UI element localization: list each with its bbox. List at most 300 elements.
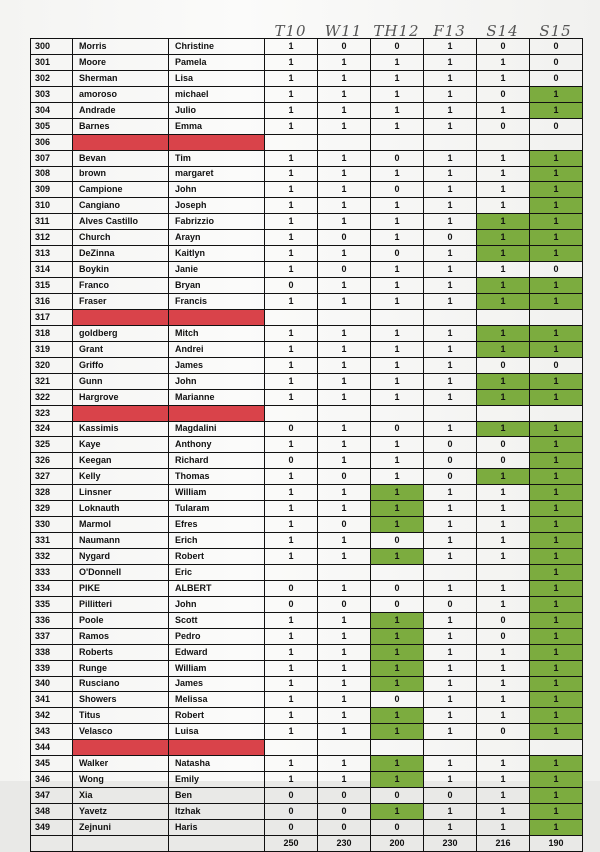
- attendance-cell: 1: [371, 389, 424, 405]
- attendance-cell: 1: [371, 724, 424, 740]
- attendance-cell: [424, 740, 477, 756]
- attendance-cell: [530, 309, 583, 325]
- attendance-cell: 1: [371, 102, 424, 118]
- attendance-cell: 1: [371, 708, 424, 724]
- table-row: [31, 39, 583, 55]
- attendance-cell: 1: [424, 262, 477, 278]
- attendance-cell: 1: [477, 214, 530, 230]
- attendance-cell: 1: [318, 102, 371, 118]
- attendance-cell: 1: [530, 819, 583, 835]
- row-number: 319: [31, 341, 73, 357]
- attendance-cell: 1: [477, 325, 530, 341]
- row-number: 348: [31, 804, 73, 820]
- first-name-cell: James: [169, 357, 265, 373]
- attendance-cell: 1: [265, 469, 318, 485]
- attendance-cell: 1: [424, 357, 477, 373]
- attendance-cell: 1: [318, 278, 371, 294]
- attendance-cell: 0: [530, 357, 583, 373]
- table-row: [31, 788, 583, 804]
- first-name-cell: John: [169, 596, 265, 612]
- attendance-cell: 1: [318, 501, 371, 517]
- attendance-cell: 1: [265, 676, 318, 692]
- first-name-cell: Fabrizzio: [169, 214, 265, 230]
- last-name-cell: Barnes: [73, 118, 169, 134]
- attendance-cell: 1: [265, 39, 318, 55]
- attendance-cell: 1: [318, 533, 371, 549]
- attendance-cell: 1: [371, 772, 424, 788]
- attendance-cell: 1: [530, 549, 583, 565]
- attendance-cell: 1: [530, 628, 583, 644]
- table-row: [31, 230, 583, 246]
- attendance-cell: 1: [530, 676, 583, 692]
- first-name-cell: Haris: [169, 819, 265, 835]
- attendance-cell: [371, 405, 424, 421]
- attendance-cell: 0: [318, 596, 371, 612]
- attendance-cell: 1: [371, 54, 424, 70]
- attendance-cell: 1: [318, 198, 371, 214]
- attendance-cell: 1: [424, 819, 477, 835]
- table-row: [31, 756, 583, 772]
- attendance-cell: 1: [318, 676, 371, 692]
- table-row: [31, 198, 583, 214]
- last-name-cell: Poole: [73, 612, 169, 628]
- first-name-cell: Bryan: [169, 278, 265, 294]
- attendance-cell: 1: [530, 182, 583, 198]
- first-name-cell: Arayn: [169, 230, 265, 246]
- last-name-cell: Alves Castillo: [73, 214, 169, 230]
- table-row: [31, 405, 583, 421]
- attendance-cell: 1: [477, 501, 530, 517]
- attendance-cell: 1: [265, 437, 318, 453]
- attendance-cell: 0: [371, 692, 424, 708]
- attendance-cell: 0: [477, 118, 530, 134]
- attendance-cell: 1: [530, 501, 583, 517]
- attendance-cell: 1: [477, 198, 530, 214]
- attendance-cell: 1: [530, 772, 583, 788]
- row-number: 347: [31, 788, 73, 804]
- attendance-cell: 0: [424, 437, 477, 453]
- row-number: 330: [31, 517, 73, 533]
- attendance-cell: 0: [424, 453, 477, 469]
- attendance-cell: 1: [265, 341, 318, 357]
- row-number: 331: [31, 533, 73, 549]
- attendance-cell: 0: [371, 533, 424, 549]
- attendance-cell: 1: [424, 198, 477, 214]
- row-number: 335: [31, 596, 73, 612]
- attendance-cell: 1: [318, 756, 371, 772]
- last-name-cell: [73, 134, 169, 150]
- attendance-cell: 1: [424, 325, 477, 341]
- attendance-cell: 1: [371, 485, 424, 501]
- empty-cell: [31, 835, 73, 851]
- attendance-cell: 1: [265, 325, 318, 341]
- attendance-cell: 0: [530, 54, 583, 70]
- attendance-cell: 1: [424, 485, 477, 501]
- row-number: 343: [31, 724, 73, 740]
- attendance-cell: [424, 309, 477, 325]
- first-name-cell: Itzhak: [169, 804, 265, 820]
- attendance-cell: 0: [265, 278, 318, 294]
- row-number: 305: [31, 118, 73, 134]
- row-number: 322: [31, 389, 73, 405]
- attendance-cell: 1: [371, 501, 424, 517]
- last-name-cell: Moore: [73, 54, 169, 70]
- attendance-cell: 1: [477, 166, 530, 182]
- attendance-cell: 1: [265, 644, 318, 660]
- attendance-cell: 1: [371, 278, 424, 294]
- last-name-cell: Rusciano: [73, 676, 169, 692]
- row-number: 346: [31, 772, 73, 788]
- attendance-cell: [424, 134, 477, 150]
- table-row: [31, 294, 583, 310]
- first-name-cell: Eric: [169, 564, 265, 580]
- attendance-cell: 1: [530, 517, 583, 533]
- attendance-cell: 1: [265, 70, 318, 86]
- attendance-cell: 1: [371, 294, 424, 310]
- empty-cell: [169, 835, 265, 851]
- attendance-cell: 1: [424, 373, 477, 389]
- attendance-cell: 0: [424, 230, 477, 246]
- attendance-cell: 1: [265, 102, 318, 118]
- attendance-cell: 1: [530, 580, 583, 596]
- last-name-cell: Linsner: [73, 485, 169, 501]
- attendance-cell: 1: [477, 294, 530, 310]
- row-number: 329: [31, 501, 73, 517]
- attendance-cell: [318, 134, 371, 150]
- table-row: [31, 182, 583, 198]
- attendance-cell: 1: [477, 246, 530, 262]
- row-number: 341: [31, 692, 73, 708]
- table-row: [31, 389, 583, 405]
- row-number: 308: [31, 166, 73, 182]
- attendance-cell: [265, 134, 318, 150]
- attendance-cell: 1: [530, 278, 583, 294]
- attendance-cell: 1: [424, 70, 477, 86]
- attendance-cell: 1: [318, 294, 371, 310]
- attendance-cell: 1: [530, 788, 583, 804]
- first-name-cell: Lisa: [169, 70, 265, 86]
- attendance-cell: 1: [477, 70, 530, 86]
- last-name-cell: Griffo: [73, 357, 169, 373]
- attendance-cell: 1: [424, 517, 477, 533]
- row-number: 325: [31, 437, 73, 453]
- attendance-cell: 1: [318, 246, 371, 262]
- attendance-cell: 1: [318, 54, 371, 70]
- first-name-cell: Melissa: [169, 692, 265, 708]
- row-number: 316: [31, 294, 73, 310]
- attendance-cell: 1: [265, 54, 318, 70]
- last-name-cell: Roberts: [73, 644, 169, 660]
- attendance-cell: 0: [371, 150, 424, 166]
- table-row: [31, 724, 583, 740]
- attendance-cell: 0: [318, 469, 371, 485]
- attendance-cell: 1: [424, 341, 477, 357]
- row-number: 328: [31, 485, 73, 501]
- row-number: 302: [31, 70, 73, 86]
- attendance-cell: [477, 405, 530, 421]
- table-row: [31, 309, 583, 325]
- row-number: 301: [31, 54, 73, 70]
- row-number: 310: [31, 198, 73, 214]
- attendance-cell: 1: [530, 596, 583, 612]
- table-row: [31, 644, 583, 660]
- attendance-cell: [265, 309, 318, 325]
- attendance-cell: 1: [265, 262, 318, 278]
- attendance-cell: 1: [477, 150, 530, 166]
- table-row: [31, 692, 583, 708]
- attendance-cell: 0: [371, 596, 424, 612]
- row-number: 340: [31, 676, 73, 692]
- attendance-cell: 1: [424, 533, 477, 549]
- attendance-cell: 1: [530, 166, 583, 182]
- attendance-cell: 1: [318, 549, 371, 565]
- attendance-cell: 0: [318, 804, 371, 820]
- first-name-cell: ALBERT: [169, 580, 265, 596]
- attendance-cell: [265, 740, 318, 756]
- last-name-cell: Wong: [73, 772, 169, 788]
- row-number: 317: [31, 309, 73, 325]
- table-row: [31, 86, 583, 102]
- attendance-cell: 1: [318, 708, 371, 724]
- first-name-cell: Pedro: [169, 628, 265, 644]
- attendance-cell: 1: [530, 437, 583, 453]
- attendance-cell: 0: [424, 596, 477, 612]
- table-row: [31, 262, 583, 278]
- row-number: 344: [31, 740, 73, 756]
- first-name-cell: Christine: [169, 39, 265, 55]
- attendance-cell: 1: [424, 612, 477, 628]
- empty-cell: [73, 835, 169, 851]
- first-name-cell: William: [169, 660, 265, 676]
- first-name-cell: Edward: [169, 644, 265, 660]
- attendance-cell: 0: [265, 788, 318, 804]
- attendance-cell: 0: [318, 517, 371, 533]
- attendance-cell: 1: [318, 453, 371, 469]
- attendance-cell: 1: [371, 214, 424, 230]
- attendance-cell: [530, 134, 583, 150]
- attendance-cell: 1: [477, 421, 530, 437]
- row-number: 334: [31, 580, 73, 596]
- attendance-cell: 1: [530, 692, 583, 708]
- attendance-cell: 0: [477, 628, 530, 644]
- attendance-cell: 1: [371, 612, 424, 628]
- attendance-cell: 0: [477, 39, 530, 55]
- last-name-cell: Walker: [73, 756, 169, 772]
- attendance-cell: [265, 405, 318, 421]
- attendance-cell: 1: [318, 485, 371, 501]
- attendance-cell: 0: [318, 39, 371, 55]
- attendance-cell: 1: [371, 676, 424, 692]
- attendance-cell: [477, 740, 530, 756]
- first-name-cell: Andrei: [169, 341, 265, 357]
- attendance-cell: 1: [265, 533, 318, 549]
- first-name-cell: Efres: [169, 517, 265, 533]
- first-name-cell: Joseph: [169, 198, 265, 214]
- total-cell: 230: [318, 835, 371, 851]
- attendance-cell: 0: [477, 437, 530, 453]
- attendance-cell: 1: [265, 772, 318, 788]
- attendance-cell: [477, 564, 530, 580]
- totals-row: [31, 835, 583, 851]
- attendance-cell: 1: [318, 644, 371, 660]
- attendance-cell: 1: [265, 230, 318, 246]
- attendance-cell: 1: [371, 341, 424, 357]
- attendance-cell: 1: [265, 549, 318, 565]
- attendance-cell: 1: [530, 724, 583, 740]
- first-name-cell: Emily: [169, 772, 265, 788]
- attendance-cell: 1: [530, 389, 583, 405]
- attendance-cell: 0: [371, 421, 424, 437]
- first-name-cell: Ben: [169, 788, 265, 804]
- attendance-cell: 1: [318, 389, 371, 405]
- attendance-cell: 1: [477, 756, 530, 772]
- last-name-cell: Showers: [73, 692, 169, 708]
- attendance-cell: 1: [530, 230, 583, 246]
- attendance-cell: 1: [265, 182, 318, 198]
- attendance-cell: [477, 134, 530, 150]
- attendance-cell: 1: [477, 708, 530, 724]
- attendance-cell: 1: [371, 86, 424, 102]
- last-name-cell: Bevan: [73, 150, 169, 166]
- day-header: F13: [433, 22, 466, 40]
- first-name-cell: John: [169, 182, 265, 198]
- row-number: 300: [31, 39, 73, 55]
- attendance-cell: 1: [265, 357, 318, 373]
- attendance-cell: 1: [424, 389, 477, 405]
- attendance-cell: 0: [424, 788, 477, 804]
- attendance-cell: 1: [424, 214, 477, 230]
- attendance-cell: 1: [371, 357, 424, 373]
- first-name-cell: Pamela: [169, 54, 265, 70]
- row-number: 338: [31, 644, 73, 660]
- first-name-cell: Janie: [169, 262, 265, 278]
- first-name-cell: Natasha: [169, 756, 265, 772]
- last-name-cell: Morris: [73, 39, 169, 55]
- attendance-cell: 1: [318, 214, 371, 230]
- attendance-cell: 1: [318, 612, 371, 628]
- attendance-cell: 1: [530, 756, 583, 772]
- row-number: 304: [31, 102, 73, 118]
- attendance-cell: 1: [371, 437, 424, 453]
- table-row: [31, 278, 583, 294]
- attendance-cell: 1: [318, 70, 371, 86]
- row-number: 324: [31, 421, 73, 437]
- last-name-cell: Yavetz: [73, 804, 169, 820]
- day-header: TH12: [373, 22, 420, 40]
- attendance-cell: 1: [318, 182, 371, 198]
- table-row: [31, 453, 583, 469]
- last-name-cell: Titus: [73, 708, 169, 724]
- row-number: 339: [31, 660, 73, 676]
- attendance-cell: 1: [477, 676, 530, 692]
- attendance-cell: 0: [477, 357, 530, 373]
- attendance-cell: 1: [424, 644, 477, 660]
- attendance-cell: 1: [530, 294, 583, 310]
- attendance-cell: 1: [477, 278, 530, 294]
- attendance-cell: 1: [424, 549, 477, 565]
- attendance-cell: 1: [424, 118, 477, 134]
- first-name-cell: Mitch: [169, 325, 265, 341]
- attendance-cell: 0: [318, 230, 371, 246]
- last-name-cell: Church: [73, 230, 169, 246]
- attendance-cell: 1: [318, 341, 371, 357]
- attendance-rows: [31, 39, 583, 852]
- attendance-cell: 1: [265, 501, 318, 517]
- attendance-cell: 1: [371, 325, 424, 341]
- attendance-cell: 1: [424, 501, 477, 517]
- day-header: W11: [324, 22, 363, 40]
- attendance-cell: 1: [318, 724, 371, 740]
- first-name-cell: Julio: [169, 102, 265, 118]
- attendance-cell: 1: [371, 628, 424, 644]
- first-name-cell: margaret: [169, 166, 265, 182]
- attendance-cell: 1: [318, 692, 371, 708]
- row-number: 326: [31, 453, 73, 469]
- attendance-cell: 0: [530, 39, 583, 55]
- attendance-cell: 1: [477, 580, 530, 596]
- row-number: 337: [31, 628, 73, 644]
- attendance-cell: 0: [424, 469, 477, 485]
- attendance-cell: 1: [530, 612, 583, 628]
- attendance-cell: 1: [371, 804, 424, 820]
- first-name-cell: [169, 134, 265, 150]
- table-row: [31, 501, 583, 517]
- attendance-cell: 1: [318, 437, 371, 453]
- last-name-cell: Nygard: [73, 549, 169, 565]
- attendance-cell: 1: [477, 389, 530, 405]
- table-row: [31, 549, 583, 565]
- attendance-cell: 1: [477, 182, 530, 198]
- last-name-cell: amoroso: [73, 86, 169, 102]
- row-number: 321: [31, 373, 73, 389]
- table-row: [31, 533, 583, 549]
- attendance-cell: 1: [265, 373, 318, 389]
- attendance-cell: 1: [477, 788, 530, 804]
- last-name-cell: Runge: [73, 660, 169, 676]
- attendance-cell: 1: [424, 772, 477, 788]
- attendance-cell: 0: [371, 580, 424, 596]
- attendance-cell: 1: [265, 166, 318, 182]
- attendance-cell: 0: [530, 70, 583, 86]
- row-number: 313: [31, 246, 73, 262]
- attendance-cell: 1: [530, 644, 583, 660]
- attendance-cell: 0: [265, 453, 318, 469]
- attendance-cell: 1: [530, 469, 583, 485]
- attendance-cell: 1: [265, 118, 318, 134]
- last-name-cell: Grant: [73, 341, 169, 357]
- first-name-cell: Marianne: [169, 389, 265, 405]
- attendance-cell: 1: [530, 198, 583, 214]
- attendance-cell: 1: [530, 485, 583, 501]
- attendance-cell: 0: [477, 86, 530, 102]
- attendance-cell: 1: [265, 246, 318, 262]
- attendance-cell: 0: [371, 788, 424, 804]
- attendance-cell: 0: [371, 182, 424, 198]
- table-row: [31, 804, 583, 820]
- attendance-cell: 1: [530, 421, 583, 437]
- last-name-cell: PIKE: [73, 580, 169, 596]
- attendance-cell: 1: [477, 341, 530, 357]
- attendance-cell: 1: [318, 373, 371, 389]
- row-number: 315: [31, 278, 73, 294]
- attendance-cell: 0: [477, 453, 530, 469]
- attendance-cell: 1: [318, 357, 371, 373]
- attendance-cell: 1: [477, 517, 530, 533]
- row-number: 318: [31, 325, 73, 341]
- attendance-cell: 1: [318, 118, 371, 134]
- attendance-cell: 1: [424, 421, 477, 437]
- attendance-cell: 1: [477, 596, 530, 612]
